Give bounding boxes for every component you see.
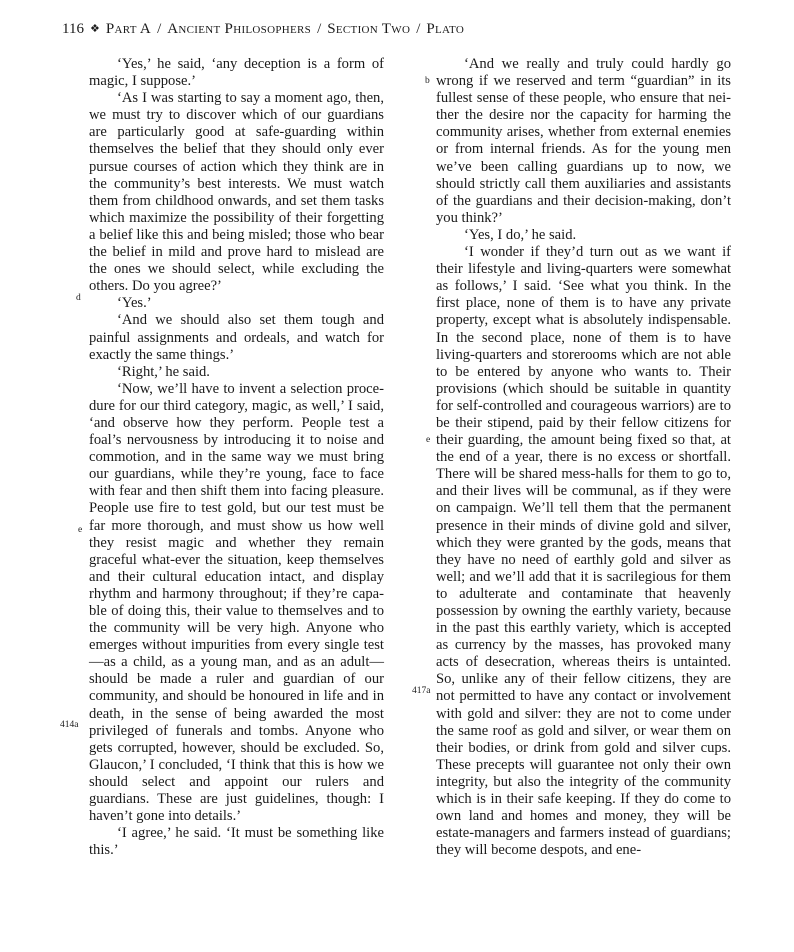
paragraph: ‘And we really and truly could hardly go wrong if we reserved and term “guardian” in its fullest sense of these people, who ensure that neither the desire nor the capacity for harming the community arises, whether from external enemies or from internal friends. As for the young men we’ve been calling guardians up to now, we should strictly call them auxiliaries and assistants of the guardians and their decision-making, don’t you think?’ <box>436 56 731 226</box>
stephanus-marker: b <box>425 76 430 86</box>
paragraph: ‘And we should also set them tough and painful assignments and ordeals, and watch for exactly the same things.’ <box>89 312 384 363</box>
page-number: 116 <box>62 21 84 37</box>
running-header <box>62 17 752 41</box>
stephanus-marker: d <box>76 293 81 303</box>
stephanus-marker: 417a <box>412 686 431 696</box>
stephanus-marker: e <box>426 435 431 445</box>
header-title: Ancient Philosophers <box>167 21 312 37</box>
diamond-ornament-icon: ❖ <box>89 23 100 35</box>
header-separator: / <box>317 21 322 37</box>
stephanus-marker: 414a <box>60 720 79 730</box>
paragraph: ‘Yes,’ he said, ‘any deception is a form of magic, I suppose.’ <box>89 56 384 90</box>
header-separator: / <box>416 21 421 37</box>
paragraph: ‘Yes, I do,’ he said. <box>464 226 577 243</box>
paragraph: ‘I wonder if they’d turn out as we want if their lifestyle and living-quarters were somewhat as follows,’ I said. ‘See what you think. In the first place, none of them is to have any private property, except what is absolutely indispensable. In the second place, none of them is to have living-quarters and storerooms which are not able to be entered by anyone who wants to. Their provisions (which should be suitable in quantity for self-controlled and courageous warriors) are to be their stipend, paid by their fellow citizens for their guarding, the amount being fixed so that, at the end of a year, there is no excess or shortfall. There will be shared mess-halls for them to go to, and their lives will be communal, as if they were on campaign. We’ll tell them that the permanent presence in their minds of divine gold and silver, which they were granted by the gods, means that they have no need of earthly gold and silver as well; and we’ll add that it is sacrilegious for them to adulterate and contaminate that heavenly possession by owning the earthly variety, because in the past this earthly variety, which is accepted as currency by the masses, has provoked many acts of desecration, whereas theirs is untainted. So, unlike any of their fellow citizens, they are not permitted to have any contact or involvement with gold and silver: they are not to come under the same roof as gold and silver, or wear them on their bodies, or drink from gold and silver cups. These precepts will guarantee not only their own integrity, but also the integrity of the community which is in their safe keeping. If they do come to own land and homes and money, they will be estate-managers and farmers instead of guardians; they will become despots, and ene- <box>436 244 731 859</box>
paragraph: ‘I agree,’ he said. ‘It must be something like this.’ <box>89 825 384 859</box>
paragraph: ‘As I was starting to say a moment ago, then, we must try to discover which of our guardians are particularly good at safe-guarding within themselves the belief that they should only ever pursue courses of action which they think are in the community’s best interests. We must watch them from childhood onwards, and set them tasks which maximize the possibility of their forgetting a belief like this and being misled; those who bear the belief in mild and prove hard to mislead are the ones we should select, while excluding the others. Do you agree?’ <box>89 90 384 295</box>
header-part: Part A <box>105 21 152 37</box>
header-chapter: Plato <box>426 21 465 37</box>
paragraph: ‘Yes.’ <box>117 295 152 312</box>
left-text-column <box>89 56 384 859</box>
paragraph: ‘Now, we’ll have to invent a selection procedure for our third category, magic, as well,’ I said, ‘and observe how they perform. People test a foal’s nervousness by introducing it to noise and commotion, and in the same way we must bring our guardians, while they’re young, face to face with fear and then shift them into facing pleasure. People use fire to test gold, but our test must be far more thorough, and must show us how well they resist magic and whether they remain graceful what-ever the situation, keep themselves and their cultural education intact, and display rhythm and harmony throughout; if they’re capable of doing this, their value to themselves and to the community will be very high. Anyone who emerges without impurities from every single test—as a child, as a young man, and as an adult—should be made a ruler and guardian of our community, and should be honoured in life and in death, in the sense of being awarded the most privileged of funerals and tombs. Anyone who gets corrupted, however, should be excluded. So, Glaucon,’ I concluded, ‘I think that this is how we should select and appoint our rulers and guardians. These are just guidelines, though: I haven’t gone into details.’ <box>89 380 384 825</box>
stephanus-marker: e <box>78 525 83 535</box>
paragraph: ‘Right,’ he said. <box>117 363 210 380</box>
header-section: Section Two <box>327 21 411 37</box>
right-text-column <box>436 56 731 859</box>
header-separator: / <box>157 21 162 37</box>
